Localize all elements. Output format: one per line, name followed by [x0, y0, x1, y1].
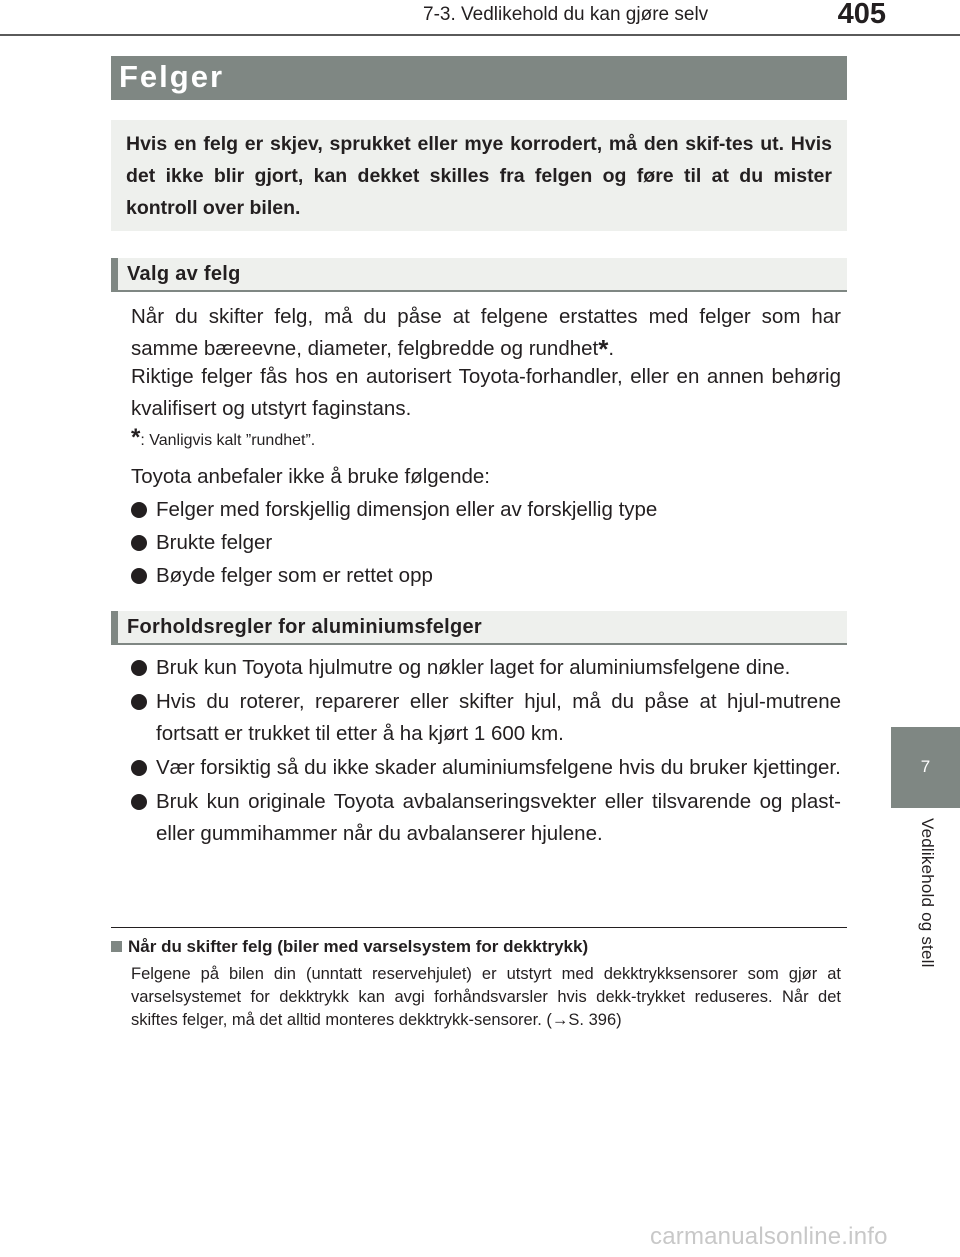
- list-item-text: Hvis du roterer, reparerer eller skifter hjul, må du påse at hjul-mutrene fortsatt er trukket til etter å ha kjørt 1 600 km.: [156, 690, 841, 745]
- section-title: Felger: [119, 59, 225, 94]
- list-item-text: Bøyde felger som er rettet opp: [156, 564, 433, 587]
- paragraph-wheel-replacement-text: Når du skifter felg, må du påse at felgene erstattes med felger som har samme bæreevne, diameter, felgbredde og rundhet: [131, 305, 841, 360]
- paragraph-end: .: [608, 337, 615, 360]
- bullet-icon: [131, 694, 147, 710]
- subheading-wheel-choice: [111, 258, 847, 292]
- page-number: 405: [837, 0, 886, 30]
- recommendation-text: Toyota anbefaler ikke å bruke følgende:: [131, 465, 490, 488]
- square-bullet-icon: [111, 941, 122, 952]
- bullet-icon: [131, 660, 147, 676]
- header-rule: [0, 34, 960, 36]
- footnote: [131, 424, 315, 452]
- avoid-list: [131, 494, 841, 592]
- subheading-aluminium-text: Forholdsregler for aluminiumsfelger: [127, 616, 483, 638]
- list-item: [131, 686, 841, 750]
- bullet-icon: [131, 794, 147, 810]
- list-item: [131, 786, 841, 850]
- list-item: [131, 527, 841, 559]
- footnote-text: : Vanligvis kalt ”rundhet”.: [140, 432, 316, 449]
- list-item-text: Bruk kun originale Toyota avbalanseringsvekter eller tilsvarende og plast- eller gummihammer når du avbalanserer hjulene.: [156, 790, 841, 845]
- list-item: [131, 560, 841, 592]
- list-item: [131, 494, 841, 526]
- aluminium-list: [131, 652, 841, 850]
- footnote-star: *: [131, 424, 141, 451]
- bullet-icon: [131, 568, 147, 584]
- chapter-number: 7: [920, 757, 931, 776]
- page-reference-link[interactable]: S. 396): [568, 1011, 622, 1029]
- footnote-marker: *: [598, 334, 609, 364]
- note-body: [131, 963, 841, 1032]
- intro-text: Hvis en felg er skjev, sprukket eller mye korrodert, må den skif-tes ut. Hvis det ikke blir gjort, kan dekket skilles fra felgen og føre til at du mister kontroll over bilen.: [126, 133, 832, 219]
- paragraph-dealer: Riktige felger fås hos en autorisert Toyota-forhandler, eller en annen behørig kvalifisert og utstyrt faginstans.: [131, 365, 841, 420]
- bullet-icon: [131, 760, 147, 776]
- note-heading-text: Når du skifter felg (biler med varselsystem for dekktrykk): [128, 937, 589, 956]
- list-item-text: Vær forsiktig så du ikke skader aluminiumsfelgene hvis du bruker kjettinger.: [156, 756, 841, 779]
- arrow-right-icon: →: [551, 1011, 569, 1029]
- paragraph-wheel-replacement: [131, 301, 841, 365]
- note-heading: [111, 937, 588, 957]
- list-item-text: Brukte felger: [156, 531, 273, 554]
- subheading-aluminium: [111, 611, 847, 645]
- watermark: carmanualsonline.info: [650, 1223, 888, 1250]
- intro-box: [111, 120, 847, 231]
- list-item-text: Felger med forskjellig dimensjon eller av forskjellig type: [156, 498, 658, 521]
- chapter-tab: [891, 727, 960, 808]
- bullet-icon: [131, 535, 147, 551]
- list-item: [131, 652, 841, 684]
- note-body-text: Felgene på bilen din (unntatt reservehjulet) er utstyrt med dekktrykksensorer som gjør at varselsystemet for dekktrykk kan avgi forhåndsvarsler hvis dekk-trykket reduseres. Når det skiftes felger, må det alltid monteres dekktrykk-sensorer. (: [131, 965, 841, 1029]
- list-item-text: Bruk kun Toyota hjulmutre og nøkler laget for aluminiumsfelgene dine.: [156, 656, 791, 679]
- bullet-icon: [131, 502, 147, 518]
- header-title: 7-3. Vedlikehold du kan gjøre selv: [423, 4, 709, 25]
- section-banner: [111, 56, 847, 100]
- chapter-side-label: Vedlikehold og stell: [918, 818, 937, 968]
- subheading-wheel-choice-text: Valg av felg: [127, 263, 241, 285]
- note-divider: [111, 927, 847, 928]
- list-item: [131, 752, 841, 784]
